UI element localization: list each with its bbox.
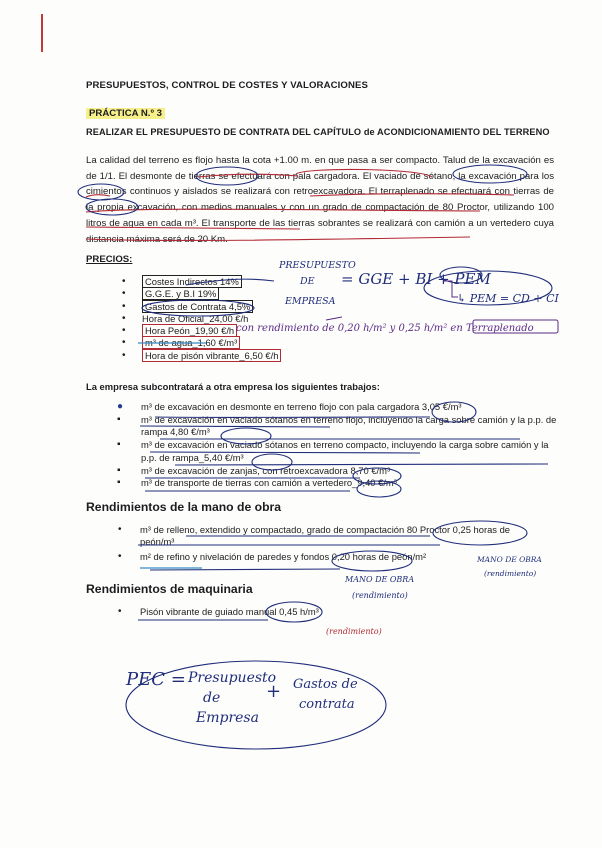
hw-pec-term2-2: contrata (299, 697, 355, 712)
hw-pec-term1-2: de (203, 690, 221, 706)
precios-title: PRECIOS: (86, 254, 133, 265)
hw-presupuesto-2: DE (300, 276, 315, 287)
hw-presupuesto-3: EMPRESA (285, 296, 336, 307)
subcontract-item: ▪ m³ de transporte de tierras con camión a vertedero_9,40 €/m³ (117, 477, 557, 489)
intro-paragraph: La calidad del terreno es flojo hasta la cota +1.00 m. en que pasa a ser compacto. Talud de la excavación es de 1/1. El desmonte de tierras se efectuará con pala cargadora. El vaciado de sótano, la excavación para los cimientos continuos y aislados se realizará con retroexcavadora. El terraplenado se efectuará con tierras de la propia excavación, con medios manuales y con un grado de compactación de 80 Proctor, utilizando 100 litros de agua en cada m³. El transporte de las tierras sobrantes se realizará con camión a un vertedero cuya distancia máxima será de 20 Km. (86, 155, 554, 245)
price-item (122, 350, 281, 362)
price-item (122, 288, 281, 300)
price-label: Hora de Oficial_24,00 €/h (142, 312, 249, 324)
hw-plus: + (266, 681, 282, 702)
subcontract-list (117, 401, 557, 490)
subcontract-item: ▪ m³ de excavación en vaciado sótanos en terreno compacto, incluyendo la carga sobre camión y la p.p. de rampa_5,40 €/m³ (117, 439, 557, 464)
hw-formula-1: = GGE + BI + PEM (341, 270, 491, 288)
chapter-title: REALIZAR EL PRESUPUESTO DE CONTRATA DEL CAPÍTULO de ACONDICIONAMIENTO DEL TERRENO (86, 127, 550, 137)
price-label: Gastos de Contrata 4,5% (142, 300, 253, 313)
subcontract-item: ▪ m³ de excavación de zanjas, con retroexcavadora 8,70 €/m³ (117, 465, 557, 477)
hw-mano-obra-right-2: (rendimiento) (484, 569, 537, 578)
price-label: Hora de pisón vibrante_6,50 €/h (142, 349, 281, 362)
price-label: G.G.E. y B.I 19% (142, 287, 219, 300)
document-header: PRESUPUESTOS, CONTROL DE COSTES Y VALORACIONES (86, 80, 368, 91)
labor-list (118, 524, 538, 565)
hw-maq-note: (rendimiento) (326, 627, 382, 636)
price-label: m³ de agua_1,60 €/m³ (142, 336, 240, 349)
subcontract-item: ▪ m³ de excavación en vaciado sótanos en terreno flojo, incluyendo la carga sobre camión y la p.p. de rampa 4,80 €/m³ (117, 414, 557, 439)
subcontract-item: ● m³ de excavación en desmonte en terreno flojo con pala cargadora 3,05 €/m³ (117, 401, 557, 413)
hw-peon-note: con rendimiento de 0,20 h/m² y 0,25 h/m² en Terraplenado (236, 323, 534, 334)
price-item (122, 301, 281, 313)
hw-formula-2: ↳ PEM = CD + CI (457, 292, 559, 305)
machinery-item: • Pisón vibrante de guiado manual 0,45 h/m³ (118, 606, 538, 618)
hw-presupuesto-1: PRESUPUESTO (279, 260, 356, 271)
price-list (122, 276, 281, 362)
hw-mano-obra-right-1: MANO DE OBRA (477, 555, 542, 564)
hw-pec-term2-1: Gastos de (293, 677, 358, 692)
machinery-list (118, 606, 538, 620)
machinery-title: Rendimientos de maquinaria (86, 582, 253, 596)
subcontract-title: La empresa subcontratará a otra empresa los siguientes trabajos: (86, 381, 380, 392)
price-item (122, 337, 281, 349)
hw-mano-obra-mid-2: (rendimiento) (352, 591, 408, 600)
practice-number: PRÁCTICA N.º 3 (86, 108, 165, 119)
labor-title: Rendimientos de la mano de obra (86, 500, 282, 514)
hw-mano-obra-mid-1: MANO DE OBRA (345, 575, 415, 584)
margin-mark (41, 14, 43, 52)
hw-pec: PEC = (126, 669, 186, 690)
labor-item: • m³ de relleno, extendido y compactado, grado de compactación 80 Proctor 0,25 horas de peón/m³ (118, 524, 538, 549)
hw-pec-term1-1: Presupuesto (188, 670, 277, 686)
hw-pec-term1-3: Empresa (196, 710, 259, 726)
price-label: Costes Indirectos 14% (142, 275, 242, 288)
price-label: Hora Peón_19,90 €/h (142, 324, 237, 337)
labor-item: • m² de refino y nivelación de paredes y fondos 0,20 horas de peón/m² (118, 551, 538, 563)
